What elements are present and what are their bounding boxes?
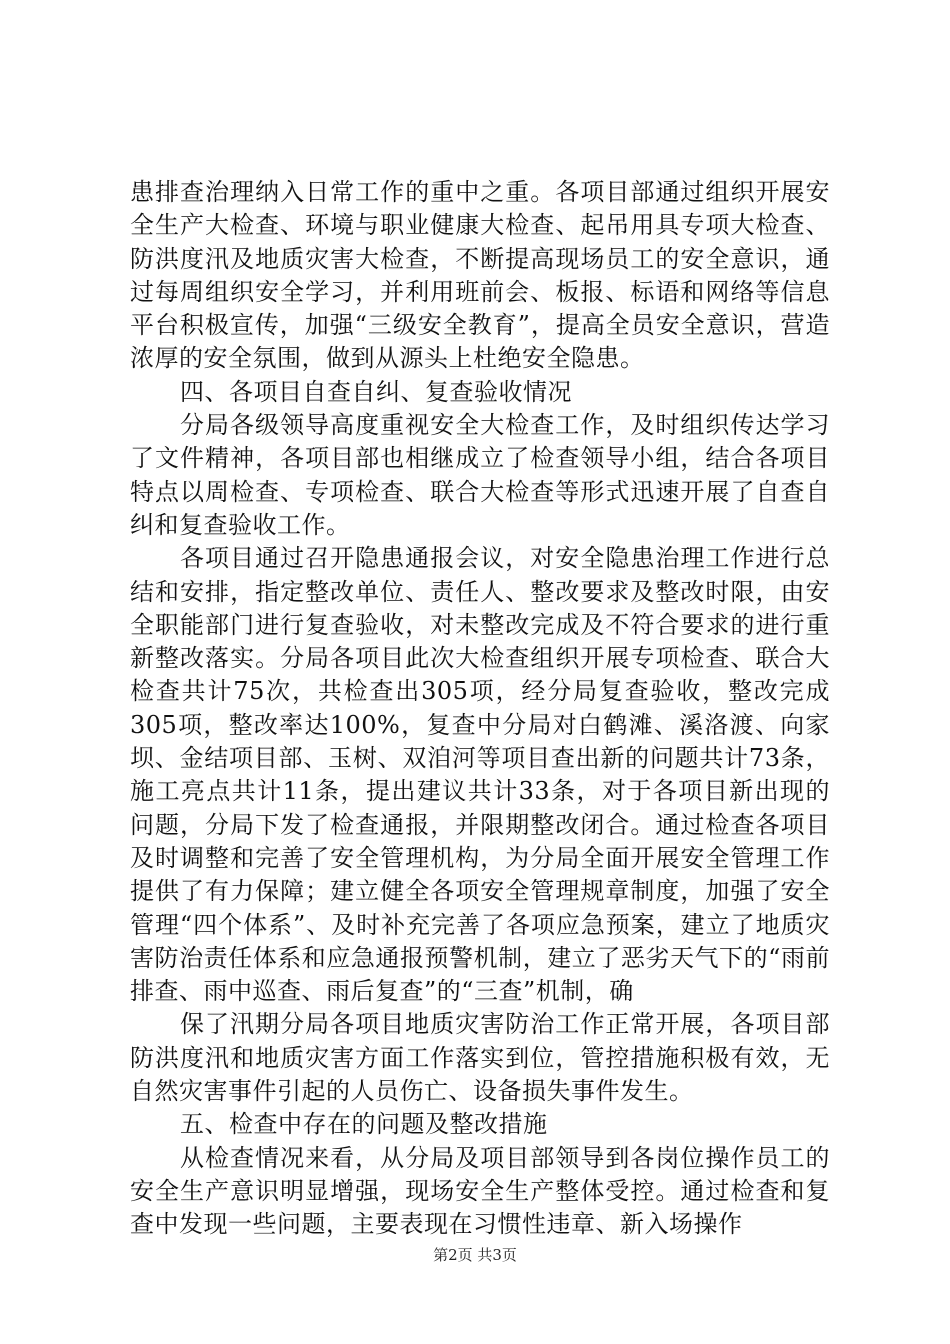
paragraph-continued: 患排查治理纳入日常工作的重中之重。各项目部通过组织开展安全生产大检查、环境与职业健康大检查、起吊用具专项大检查、防洪度汛及地质灾害大检查，不断提高现场员工的安全意识，通过每周组织安全学习，并利用班前会、板报、标语和网络等信息平台积极宣传，加强“三级安全教育”，提高全员安全意识，营造浓厚的安全氛围，做到从源头上杜绝安全隐患。 (130, 178, 830, 373)
section-heading-four: 四、各项目自查自纠、复查验收情况 (180, 377, 572, 406)
paragraph: 保了汛期分局各项目地质灾害防治工作正常开展，各项目部防洪度汛和地质灾害方面工作落实到位，管控措施积极有效，无自然灾害事件引起的人员伤亡、设备损失事件发生。 (130, 1010, 830, 1106)
document-body (130, 176, 830, 1242)
paragraph: 从检查情况来看，从分局及项目部领导到各岗位操作员工的安全生产意识明显增强，现场安全生产整体受控。通过检查和复查中发现一些问题，主要表现在习惯性违章、新入场操作 (130, 1143, 830, 1239)
page-footer: 第2页 共3页 (433, 1246, 517, 1264)
section-heading-five: 五、检查中存在的问题及整改措施 (180, 1110, 548, 1139)
paragraph: 各项目通过召开隐患通报会议，对安全隐患治理工作进行总结和安排，指定整改单位、责任人、整改要求及整改时限，由安全职能部门进行复查验收，对未整改完成及不符合要求的进行重新整改落实。分局各项目此次大检查组织开展专项检查、联合大检查共计75次，共检查出305项，经分局复查验收，整改完成305项，整改率达100%，复查中分局对白鹤滩、溪洛渡、向家坝、金结项目部、玉树、双洎河等项目查出新的问题共计73条，施工亮点共计11条，提出建议共计33条，对于各项目新出现的问题，分局下发了检查通报，并限期整改闭合。通过检查各项目及时调整和完善了安全管理机构，为分局全面开展安全管理工作提供了有力保障；建立健全各项安全管理规章制度，加强了安全管理“四个体系”、及时补充完善了各项应急预案，建立了地质灾害防治责任体系和应急通报预警机制，建立了恶劣天气下的“雨前排查、雨中巡查、雨后复查”的“三查”机制，确 (130, 544, 830, 1006)
paragraph: 分局各级领导高度重视安全大检查工作，及时组织传达学习了文件精神，各项目部也相继成立了检查领导小组，结合各项目特点以周检查、专项检查、联合大检查等形式迅速开展了自查自纠和复查验收工作。 (130, 411, 830, 539)
